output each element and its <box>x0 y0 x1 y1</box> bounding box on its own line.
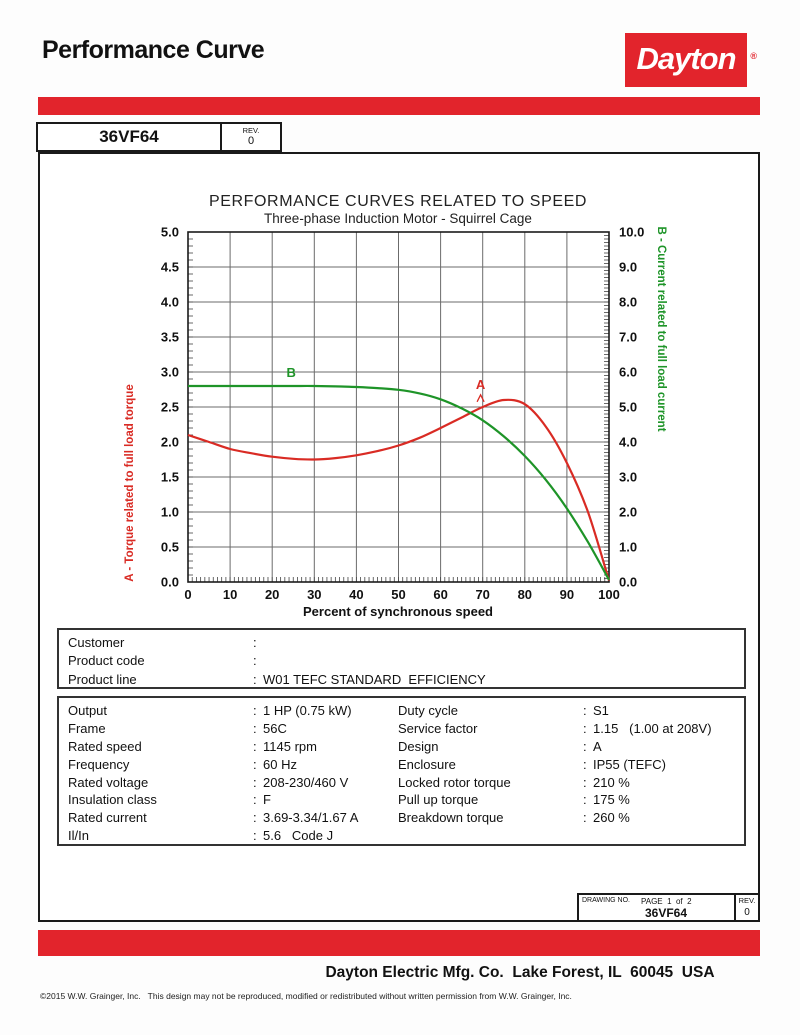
spec-value: 56C <box>263 721 287 737</box>
right-axis-tick-label: 10.0 <box>619 224 645 240</box>
right-axis-tick-label: 5.0 <box>619 399 638 415</box>
info-label: Customer <box>68 634 125 650</box>
right-axis-tick-label: 1.0 <box>619 539 638 555</box>
chart-plot-area <box>161 225 644 603</box>
spec-label: Il/In <box>68 827 89 843</box>
spec-value: S1 <box>593 703 609 719</box>
spec-colon: : <box>253 703 257 719</box>
drawing-rev-label: REV. <box>738 896 756 905</box>
right-axis-tick-label: 4.0 <box>619 434 638 450</box>
x-axis-tick-label: 30 <box>307 587 322 602</box>
drawing-info-box <box>577 893 760 922</box>
left-axis-tick-label: 3.0 <box>160 364 179 380</box>
left-axis-tick-label: 0.5 <box>160 539 179 555</box>
x-axis-tick-label: 80 <box>517 587 533 602</box>
info-row <box>59 670 744 689</box>
registered-trademark-icon: ® <box>750 51 756 61</box>
info-value: W01 TEFC STANDARD EFFICIENCY <box>263 671 486 687</box>
spec-row <box>59 791 744 809</box>
spec-colon: : <box>583 738 587 754</box>
x-axis-tick-label: 70 <box>475 587 490 602</box>
left-axis-tick-label: 0.0 <box>160 574 179 590</box>
right-axis-tick-label: 8.0 <box>619 294 638 310</box>
model-number-box <box>36 122 282 152</box>
x-axis-tick-label: 50 <box>391 587 406 602</box>
rev-value: 0 <box>247 135 255 148</box>
x-axis-tick-label: 0 <box>184 587 192 602</box>
spec-colon: : <box>253 774 257 790</box>
spec-label: Rated speed <box>68 738 142 754</box>
spec-colon: : <box>253 721 257 737</box>
spec-row <box>59 702 744 720</box>
page-title: Performance Curve <box>42 36 265 64</box>
curve-label-A: A <box>475 376 486 392</box>
spec-colon: : <box>253 792 257 808</box>
header-red-bar <box>38 97 760 115</box>
spec-colon: : <box>583 703 587 719</box>
spec-colon: : <box>583 792 587 808</box>
dayton-logo <box>625 33 756 87</box>
chart-title: PERFORMANCE CURVES RELATED TO SPEED <box>208 193 588 210</box>
chart-subtitle: Three-phase Induction Motor - Squirrel Cage <box>264 211 532 226</box>
info-row <box>59 633 744 652</box>
x-axis-tick-label: 100 <box>598 587 620 602</box>
right-axis-title: B - Current related to full load current <box>655 226 667 432</box>
spec-row <box>59 738 744 756</box>
curve-label-B: B <box>286 364 296 380</box>
drawing-model-number: 36VF64 <box>644 906 688 920</box>
left-axis-tick-label: 2.5 <box>160 399 179 415</box>
spec-value: 1145 rpm <box>263 738 317 754</box>
performance-chart-svg <box>40 154 762 627</box>
left-axis-tick-label: 1.0 <box>160 504 179 520</box>
spec-label: Enclosure <box>398 756 456 772</box>
spec-label: Rated current <box>68 810 147 826</box>
spec-label: Breakdown torque <box>398 810 504 826</box>
right-axis-tick-label: 0.0 <box>619 574 638 590</box>
spec-label: Output <box>68 703 108 719</box>
spec-label: Frame <box>68 721 106 737</box>
spec-value: 60 Hz <box>263 756 297 772</box>
spec-row <box>59 755 744 773</box>
company-address-line: Dayton Electric Mfg. Co. Lake Forest, IL 60045 USA <box>325 964 715 981</box>
spec-value: 1 HP (0.75 kW) <box>263 703 352 719</box>
drawing-main-cell <box>579 895 736 920</box>
spec-colon: : <box>583 721 587 737</box>
info-row <box>59 652 744 671</box>
spec-label: Frequency <box>68 756 130 772</box>
drawing-no-label: DRAWING NO. <box>582 897 630 904</box>
left-axis-tick-label: 4.5 <box>160 259 179 275</box>
info-colon: : <box>253 653 257 669</box>
spec-value: 1.15 (1.00 at 208V) <box>593 721 712 737</box>
revision-cell <box>222 124 280 150</box>
spec-label: Insulation class <box>68 792 157 808</box>
spec-value: A <box>593 738 602 754</box>
page-number-label: PAGE 1 of 2 <box>641 897 692 906</box>
x-axis-tick-label: 90 <box>559 587 575 602</box>
spec-label: Duty cycle <box>398 703 458 719</box>
spec-colon: : <box>253 810 257 826</box>
spec-colon: : <box>583 774 587 790</box>
x-axis-title: Percent of synchronous speed <box>303 604 493 619</box>
right-axis-tick-label: 7.0 <box>619 329 638 345</box>
info-label: Product line <box>68 671 137 687</box>
model-number: 36VF64 <box>38 124 222 150</box>
copyright-line: ©2015 W.W. Grainger, Inc. This design may not be reproduced, modified or redistributed without written permission from W.W. Grainger, Inc. <box>40 991 572 1001</box>
x-axis-tick-label: 40 <box>349 587 364 602</box>
spec-value: F <box>263 792 271 808</box>
spec-label: Pull up torque <box>398 792 479 808</box>
left-axis-tick-label: 2.0 <box>160 434 179 450</box>
x-axis-tick-label: 20 <box>264 587 280 602</box>
main-content-box <box>38 152 760 922</box>
right-axis-tick-label: 9.0 <box>619 259 638 275</box>
spec-value: 208-230/460 V <box>263 774 349 790</box>
spec-label: Design <box>398 738 439 754</box>
right-axis-tick-label: 6.0 <box>619 364 638 380</box>
spec-value: 3.69-3.34/1.67 A <box>263 810 359 826</box>
spec-label: Rated voltage <box>68 774 149 790</box>
dayton-logo-text: Dayton <box>636 41 736 76</box>
spec-colon: : <box>253 738 257 754</box>
right-axis-tick-label: 2.0 <box>619 504 638 520</box>
drawing-rev-cell <box>736 895 758 920</box>
left-axis-title: A - Torque related to full load torque <box>124 384 136 582</box>
spec-value: 260 % <box>593 810 630 826</box>
spec-colon: : <box>253 827 257 843</box>
spec-label: Service factor <box>398 721 478 737</box>
rev-label: REV. <box>242 125 260 135</box>
left-axis-tick-label: 3.5 <box>160 329 179 345</box>
spec-colon: : <box>583 756 587 772</box>
spec-value: 210 % <box>593 774 630 790</box>
spec-value: 5.6 Code J <box>263 827 334 843</box>
info-colon: : <box>253 671 257 687</box>
motor-specs-box <box>57 696 746 846</box>
spec-colon: : <box>583 810 587 826</box>
right-axis-tick-label: 3.0 <box>619 469 638 485</box>
customer-info-box <box>57 628 746 689</box>
spec-label: Locked rotor torque <box>398 774 511 790</box>
left-axis-tick-label: 4.0 <box>160 294 179 310</box>
x-axis-tick-label: 10 <box>222 587 238 602</box>
spec-colon: : <box>253 756 257 772</box>
left-axis-tick-label: 5.0 <box>160 224 179 240</box>
spec-row <box>59 773 744 791</box>
drawing-rev-value: 0 <box>744 906 750 918</box>
spec-row <box>59 809 744 827</box>
info-label: Product code <box>68 653 145 669</box>
x-axis-tick-label: 60 <box>433 587 448 602</box>
left-axis-tick-label: 1.5 <box>160 469 179 485</box>
info-colon: : <box>253 634 257 650</box>
spec-row <box>59 720 744 738</box>
footer-red-bar <box>38 930 760 956</box>
spec-row <box>59 827 744 845</box>
spec-value: IP55 (TEFC) <box>593 756 666 772</box>
spec-value: 175 % <box>593 792 630 808</box>
